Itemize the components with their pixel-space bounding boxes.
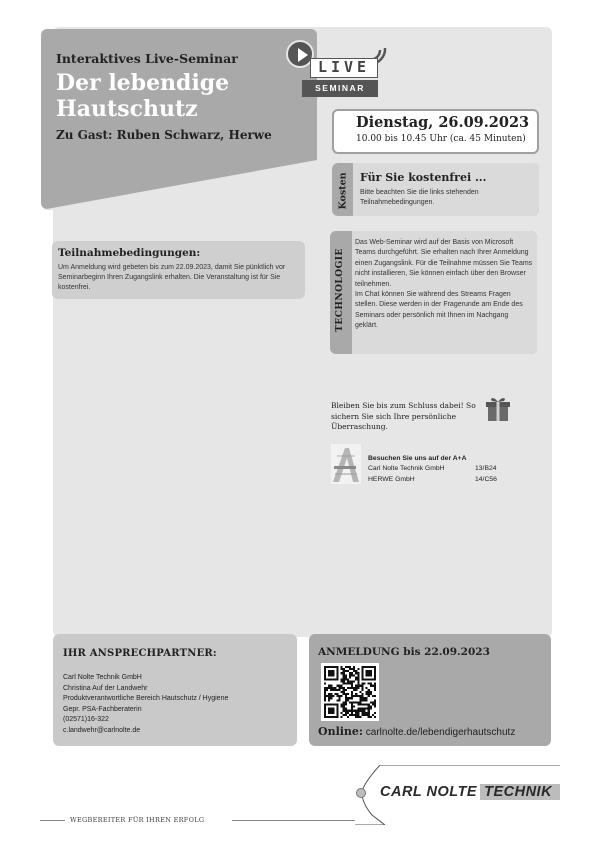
costs-text: Bitte beachten Sie die links stehenden Teilnahmebedingungen. xyxy=(360,189,479,206)
live-label: LIVE xyxy=(310,58,378,78)
fair-row xyxy=(368,465,508,472)
brand-logo xyxy=(380,784,560,800)
fair-stand: 13/B24 xyxy=(475,465,497,472)
online-link[interactable] xyxy=(318,725,515,738)
technology-paragraph-2: Im Chat können Sie während des Streams Fragen stellen. Diese werden in der Fragerunde am Ende des Seminars oder persönlich mit Ihnen im Nachgang geklärt. xyxy=(355,291,523,330)
costs-label: Kosten xyxy=(337,172,349,210)
contact-role: Produktverantwortliche Bereich Hautschutz / Hygiene xyxy=(63,695,229,702)
event-type: Interaktives Live-Seminar xyxy=(56,51,238,66)
qr-code[interactable] xyxy=(321,663,379,721)
footer-divider xyxy=(232,820,355,821)
footer-tagline: WEGBEREITER FÜR IHREN ERFOLG xyxy=(70,816,205,824)
online-label: Online: xyxy=(318,725,363,738)
conditions-title: Teilnahmebedingungen: xyxy=(58,247,201,259)
brand-name-left: CARL NOLTE xyxy=(380,784,478,800)
live-seminar-badge xyxy=(286,38,386,102)
fair-exhibitor: Carl Nolte Technik GmbH xyxy=(368,465,445,472)
fair-row xyxy=(368,476,508,483)
guest-line: Zu Gast: Ruben Schwarz, Herwe xyxy=(56,128,272,142)
contact-email[interactable]: c.landwehr@carlnolte.de xyxy=(63,726,141,734)
event-time: 10.00 bis 10.45 Uhr (ca. 45 Minuten) xyxy=(356,134,526,144)
contact-qualification: Gepr. PSA-Fachberaterin xyxy=(63,705,142,713)
contact-person: Christina Auf der Landwehr xyxy=(63,684,148,692)
technology-text xyxy=(355,238,533,332)
contact-details xyxy=(63,673,293,736)
page-title: Der lebendige Hautschutz xyxy=(56,70,230,122)
contact-title: IHR ANSPRECHPARTNER: xyxy=(63,648,217,659)
contact-company: Carl Nolte Technik GmbH xyxy=(63,674,142,681)
qr-code-icon xyxy=(324,666,376,718)
technology-label: TECHNOLOGIE xyxy=(335,248,345,332)
contact-phone[interactable]: (02571)16-322 xyxy=(63,716,109,723)
gift-icon xyxy=(486,396,510,422)
online-url[interactable]: carlnolte.de/lebendigerhautschutz xyxy=(365,727,516,738)
fair-title: Besuchen Sie uns auf der A+A xyxy=(368,455,467,462)
event-date: Dienstag, 26.09.2023 xyxy=(356,114,530,131)
conditions-text: Um Anmeldung wird gebeten bis zum 22.09.2023, damit Sie pünktlich vor Seminarbeginn Ihren Zugangslink erhalten. Die Veranstaltung ist für Sie kostenfrei. xyxy=(58,264,286,291)
technology-paragraph-1: Das Web-Seminar wird auf der Basis von Microsoft Teams durchgeführt. Sie erhalten nach Ihrer Anmeldung einen Zugangslink. Für die Teilnahme müssen Sie Teams nicht installieren, Sie können einfach über den Browser teilnehmen. xyxy=(355,239,533,288)
registration-title: ANMELDUNG bis 22.09.2023 xyxy=(318,646,490,658)
seminar-label: SEMINAR xyxy=(302,80,378,97)
footer-divider xyxy=(40,820,65,821)
costs-title: Für Sie kostenfrei ... xyxy=(360,171,487,184)
brand-name-right: TECHNIK xyxy=(480,784,560,800)
aplusa-logo xyxy=(331,444,361,484)
fair-exhibitor: HERWE GmbH xyxy=(368,476,415,483)
surprise-text: Bleiben Sie bis zum Schluss dabei! So sichern Sie sich Ihre persönliche Überraschung. xyxy=(331,401,476,431)
fair-stand: 14/C56 xyxy=(475,476,497,483)
